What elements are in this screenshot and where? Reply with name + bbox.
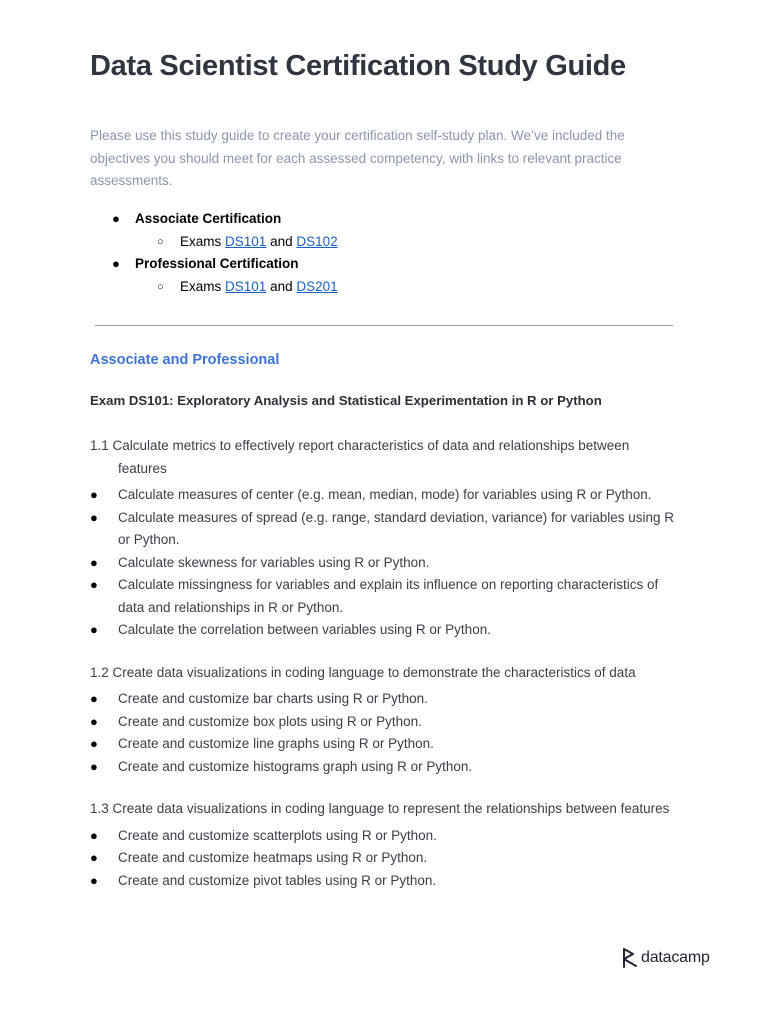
objectives-list	[90, 435, 680, 912]
list-item-text: Create and customize heatmaps using R or Python.	[118, 850, 428, 865]
list-item	[90, 688, 680, 711]
exam-link-ds201[interactable]: DS201	[296, 278, 338, 294]
bullet-icon: ●	[90, 850, 98, 865]
objective-1-2	[90, 662, 680, 779]
bullet-filled-icon: ●	[112, 256, 120, 271]
bullet-hollow-icon: ○	[157, 280, 164, 293]
bullet-icon: ●	[90, 827, 98, 843]
list-item-text: Create and customize pivot tables using R or Python.	[118, 872, 437, 888]
exams-joiner: and	[270, 278, 293, 294]
objective-items	[90, 825, 680, 893]
objective-title: 1.1 Calculate metrics to effectively report characteristics of data and relationships between features	[90, 438, 630, 476]
certification-list	[90, 208, 670, 298]
objective-title: 1.2 Create data visualizations in coding language to demonstrate the characteristics of data	[90, 664, 636, 680]
datacamp-logo-icon	[622, 947, 638, 969]
exams-prefix: Exams	[180, 233, 222, 249]
exam-link-ds101[interactable]: DS101	[225, 233, 267, 249]
bullet-hollow-icon: ○	[157, 235, 164, 248]
list-item	[90, 552, 680, 575]
bullet-icon: ●	[90, 736, 98, 751]
list-item-text: Calculate measures of center (e.g. mean, median, mode) for variables using R or Python.	[118, 487, 652, 502]
bullet-icon: ●	[90, 509, 98, 525]
certification-name: Associate Certification	[135, 211, 282, 226]
exam-link-ds102[interactable]: DS102	[296, 233, 338, 249]
list-item	[90, 711, 680, 734]
bullet-icon: ●	[90, 554, 98, 570]
list-item-text: Calculate the correlation between variables using R or Python.	[118, 622, 491, 637]
certification-exams-associate	[90, 231, 670, 254]
list-item	[90, 507, 680, 552]
objective-title: 1.3 Create data visualizations in coding language to represent the relationships between features	[90, 801, 670, 816]
list-item-text: Create and customize scatterplots using R or Python.	[118, 827, 437, 843]
bullet-filled-icon: ●	[112, 211, 120, 226]
bullet-icon: ●	[90, 487, 98, 502]
datacamp-logo	[622, 945, 710, 971]
list-item-text: Calculate missingness for variables and explain its influence on reporting characteristics of data and relationships in R or Python.	[118, 577, 659, 615]
certification-item-professional	[90, 253, 670, 276]
page-title: Data Scientist Certification Study Guide	[90, 50, 626, 82]
list-item-text: Calculate skewness for variables using R or Python.	[118, 554, 430, 570]
exam-heading: Exam DS101: Exploratory Analysis and Statistical Experimentation in R or Python	[90, 393, 602, 408]
bullet-icon: ●	[90, 691, 98, 706]
list-item-text: Create and customize bar charts using R or Python.	[118, 691, 428, 706]
list-item-text: Create and customize histograms graph using R or Python.	[118, 758, 473, 774]
list-item-text: Create and customize box plots using R or Python.	[118, 713, 422, 729]
bullet-icon: ●	[90, 872, 98, 888]
list-item-text: Calculate measures of spread (e.g. range, standard deviation, variance) for variables using R or Python.	[118, 509, 675, 547]
exam-link-ds101[interactable]: DS101	[225, 278, 267, 294]
bullet-icon: ●	[90, 713, 98, 729]
bullet-icon: ●	[90, 622, 98, 637]
list-item-text: Create and customize line graphs using R or Python.	[118, 736, 434, 751]
list-item	[90, 484, 680, 507]
logo-text: datacamp	[641, 949, 710, 966]
list-item	[90, 619, 680, 642]
certification-item-associate	[90, 208, 670, 231]
objective-items	[90, 688, 680, 778]
certification-exams-professional	[90, 276, 670, 299]
bullet-icon: ●	[90, 758, 98, 774]
objective-1-1	[90, 435, 680, 642]
list-item	[90, 733, 680, 756]
certification-name: Professional Certification	[135, 256, 299, 271]
list-item	[90, 825, 680, 848]
list-item	[90, 847, 680, 870]
objective-items	[90, 484, 680, 642]
list-item	[90, 574, 680, 619]
exams-prefix: Exams	[180, 278, 222, 294]
bullet-icon: ●	[90, 577, 98, 592]
exams-joiner: and	[270, 233, 293, 249]
intro-paragraph: Please use this study guide to create your certification self-study plan. We’ve included the objectives you should meet for each assessed competency, with links to relevant practice assessments.	[90, 128, 625, 188]
section-divider	[95, 325, 673, 326]
list-item	[90, 756, 680, 779]
list-item	[90, 870, 680, 893]
section-heading: Associate and Professional	[90, 352, 280, 368]
objective-1-3	[90, 798, 680, 892]
